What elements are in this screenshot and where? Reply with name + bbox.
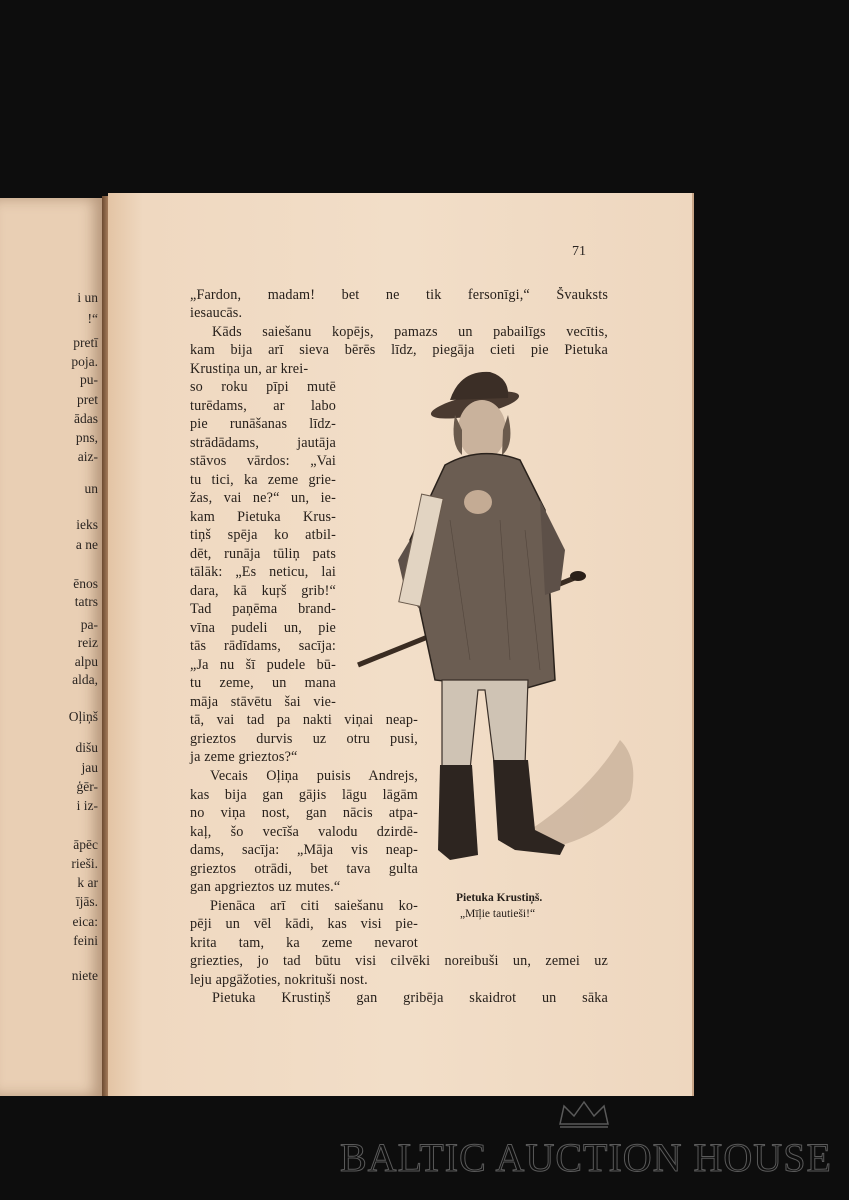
text-line: Krustiņa un, ar krei- [190,361,309,377]
text-line: pēji un vēl kādi, kas visi pie- [190,916,418,932]
man-with-stick-illustration [350,360,650,890]
text-line: māja stāvētu šai vie- [190,694,336,710]
text-line: Pietuka Krustiņš gan gribēja skaidrot un sāka [212,990,608,1006]
text-line: Pienāca arī citi saiešanu ko- [210,898,418,914]
text-line: Tad paņēma brand- [190,601,336,617]
text-line: Vecais Oļiņa puisis Andrejs, [210,768,418,784]
left-page-fragment: āpēc [73,837,98,852]
page-number: 71 [572,244,586,259]
text-line: kaļ, šo vecīša valodu dzirdē- [190,824,418,840]
text-line: tās rādīdams, sacīja: [190,638,336,654]
left-page-fragment: un [84,481,98,496]
text-line: tālāk: „Es neticu, lai [190,564,336,580]
text-line: „Ja nu šī pudele bū- [190,657,336,673]
text-line: „Fardon, madam! bet ne tik fersonīgi,“ Švauksts [190,287,608,303]
text-line: iesaucās. [190,305,243,321]
text-line: kam Pietuka Krus- [190,509,336,525]
left-page-fragment: pret [77,392,98,407]
left-page [0,198,104,1096]
text-line: tu zeme, un mana [190,675,336,691]
left-page-fragment: pu- [80,372,98,387]
left-page-fragment: poja. [71,354,98,369]
text-line: žas, vai ne?“ un, ie- [190,490,336,506]
text-line: tā, vai tad pa nakti viņai neap- [190,712,418,728]
text-line: stāvos vārdos: „Vai [190,453,336,469]
left-page-fragment: ieks [76,517,98,532]
left-page-fragment: k ar [77,875,98,890]
text-line: ja zeme grieztos?“ [190,749,298,765]
left-page-fragment: ādas [74,411,98,426]
text-line: vīna pudeli un, pie [190,620,336,636]
text-line: leju apgāžoties, nokrituši nost. [190,972,368,988]
text-line: strādādams, jautāja [190,435,336,451]
left-page-fragment: rieši. [71,856,98,871]
left-page-fragment: alpu [74,654,98,669]
text-line: pie runāšanas līdz- [190,416,336,432]
left-page-fragment: i iz- [76,798,98,813]
left-page-fragment: feini [73,933,98,948]
left-page-fragment: a ne [75,537,98,552]
caption-subtitle: „Mīļie tautieši!“ [460,908,536,920]
text-line: gan apgrieztos uz mutes.“ [190,879,341,895]
left-page-fragment: niete [71,968,98,983]
text-line: grieztos durvis uz otru pusi, [190,731,418,747]
left-page-fragment: reiz [77,635,98,650]
left-page-fragment: !“ [87,311,98,326]
caption-title: Pietuka Krustiņš. [456,892,543,904]
left-page-fragment: ījās. [75,894,98,909]
left-page-fragment: i un [77,290,98,305]
text-line: krita tam, ka zeme nevarot [190,935,418,951]
left-page-fragment: ģēr- [76,779,98,794]
text-line: kam bija arī sieva bērēs līdz, piegāja cieti pie Pietuka [190,342,608,358]
left-page-fragment: ēnos [73,576,98,591]
left-page-fragment: Oļiņš [68,709,98,724]
left-page-fragment: jau [81,760,98,775]
watermark: BALTIC AUCTION HOUSE [340,1135,832,1180]
text-line: no viņa nost, gan nācis atpa- [190,805,418,821]
left-page-fragment: aiz- [77,449,98,464]
text-line: dēt, runāja tūliņ pats [190,546,336,562]
left-page-fragment: dišu [75,740,98,755]
text-line: dams, sacīja: „Māja vis neap- [190,842,418,858]
text-line: griezties, jo tad būtu visi cilvēki noreibuši un, zemei uz [190,953,608,969]
left-page-fragment: eica: [72,914,98,929]
text-line: kas bija gan gājis lāgu lāgām [190,787,418,803]
left-page-fragment: pa- [80,617,98,632]
text-line: tiņš spēja ko atbil- [190,527,336,543]
text-line: so roku pīpi mutē [190,379,336,395]
left-page-fragment: tatrs [74,594,98,609]
text-line: dara, kā kuŗš grib!“ [190,583,336,599]
left-page-fragment: alda, [72,672,98,687]
left-page-fragment: pretī [73,335,98,350]
text-line: turēdams, ar labo [190,398,336,414]
crown-logo [556,1098,612,1130]
text-line: grieztos otrādi, bet tava gulta [190,861,418,877]
left-page-fragment: pns, [75,430,98,445]
text-line: tu tici, ka zeme grie- [190,472,336,488]
text-line: Kāds saiešanu kopējs, pamazs un pabailīgs vecītis, [212,324,608,340]
